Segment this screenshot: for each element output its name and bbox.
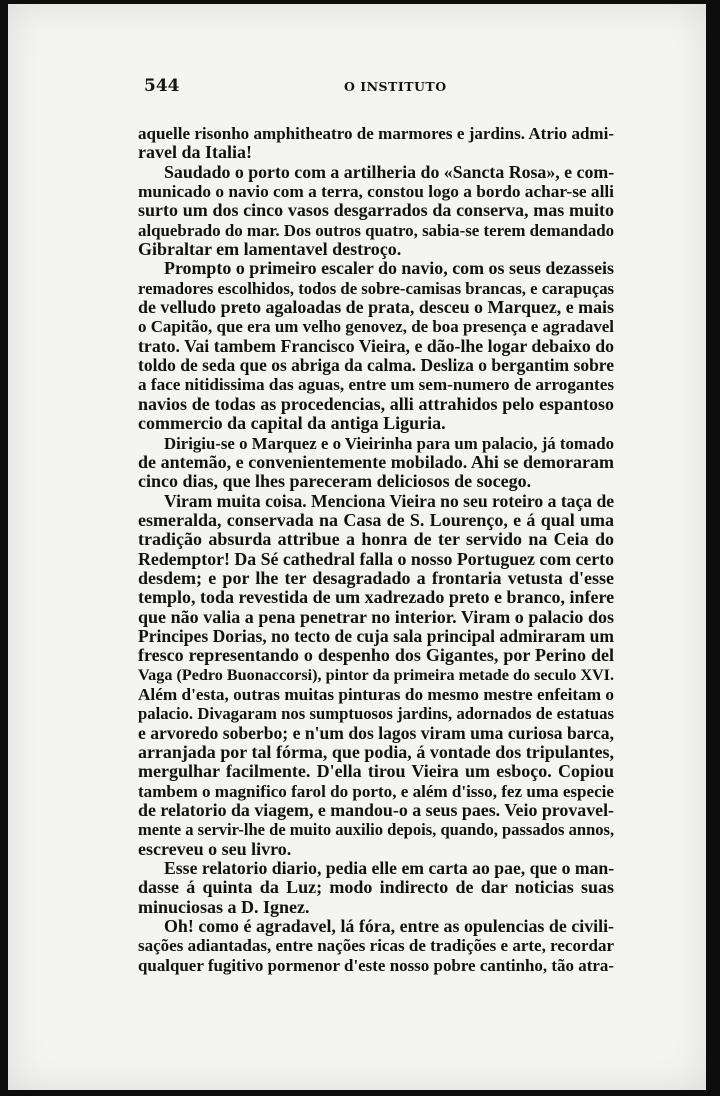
text-line: Esse relatorio diario, pedia elle em carta ao pae, que o man-: [164, 858, 615, 879]
page-header: [144, 76, 624, 102]
text-line: tradição absurda attribue a honra de ter servido na Ceia do: [138, 529, 614, 550]
text-line: sações adiantadas, entre nações ricas de tradições e arte, recordar: [138, 936, 614, 956]
text-line: de velludo preto agaloadas de prata, desceu o Marquez, e mais: [138, 297, 614, 318]
text-line: que não valia a pena penetrar no interior. Viram o palacio dos: [138, 606, 614, 627]
text-line: Oh! como é agradavel, lá fóra, entre as opulencias de civili-: [164, 916, 614, 937]
text-line: o Capitão, que era um velho genovez, de boa presença e agradavel: [138, 317, 614, 337]
text-line: Prompto o primeiro escaler do navio, com os seus dezasseis: [164, 258, 614, 279]
text-line: Vaga (Pedro Buonaccorsi), pintor da primeira metade do seculo XVI.: [138, 666, 614, 684]
text-line: arranjada por tal fórma, que podia, á vontade dos tripulantes,: [138, 742, 614, 762]
text-line: aquelle risonho amphitheatro de marmores e jardins. Atrio admi-: [138, 124, 614, 143]
text-line: escreveu o seu livro.: [138, 838, 292, 859]
text-line: a face nitidissima das aguas, entre um sem-numero de arrogantes: [138, 375, 614, 395]
text-line: Redemptor! Da Sé cathedral falla o nosso Portuguez com certo: [138, 548, 614, 569]
text-line: commercio da capital da antiga Liguria.: [138, 413, 446, 434]
text-line: ravel da Italia!: [138, 142, 252, 163]
text-line: trato. Vai tambem Francisco Vieira, e dão-lhe logar debaixo do: [138, 335, 614, 356]
text-line: de relatorio da viagem, e mandou-o a seus paes. Veio provavel-: [138, 800, 614, 821]
text-line: tambem o magnifico farol do porto, e além d'isso, fez uma especie: [138, 781, 614, 801]
text-line: Além d'esta, outras muitas pinturas do mesmo mestre enfeitam o: [138, 684, 614, 704]
text-line: Saudado o porto com a artilheria do «Sancta Rosa», e com-: [164, 161, 615, 182]
text-line: qualquer fugitivo pormenor d'este nosso pobre cantinho, tão atra-: [138, 955, 614, 975]
text-line: Dirigiu-se o Marquez e o Vieirinha para um palacio, já tomado: [164, 433, 614, 453]
text-line: cinco dias, que lhes pareceram deliciosos de socego.: [138, 471, 532, 492]
text-line: alquebrado do mar. Dos outros quatro, sabia-se terem demandado: [138, 220, 615, 240]
text-line: Viram muita coisa. Menciona Vieira no seu roteiro a taça de: [164, 490, 615, 511]
text-line: dasse á quinta da Luz; modo indirecto de dar noticias suas: [138, 877, 614, 898]
text-line: navios de todas as procedencias, alli attrahidos pelo espantoso: [138, 393, 614, 414]
text-line: mente a servir-lhe de muito auxilio depois, quando, passados annos,: [138, 820, 615, 840]
text-line: Principes Dorias, no tecto de cuja sala principal admiraram um: [138, 625, 614, 646]
text-line: Gibraltar em lamentavel destroço.: [138, 239, 402, 260]
text-line: remadores escolhidos, todos de sobre-camisas brancas, e carapuças: [138, 278, 615, 298]
text-line: toldo de seda que os abriga da calma. Desliza o bergantim sobre: [138, 355, 614, 376]
body-text: [138, 124, 614, 975]
text-line: e arvoredo soberbo; e n'um dos lagos viram uma curiosa barca,: [138, 722, 614, 743]
text-line: fresco representando o despenho dos Gigantes, por Perino del: [138, 645, 614, 666]
text-line: palacio. Divagaram nos sumptuosos jardins, adornados de estatuas: [138, 704, 614, 724]
text-line: de antemão, e convenientemente mobilado. Ahi se demoraram: [138, 451, 614, 472]
text-line: templo, toda revestida de um xadrezado preto e branco, infere: [138, 587, 615, 608]
page-number: 544: [144, 76, 180, 96]
running-title: O INSTITUTO: [344, 79, 447, 94]
text-line: desdem; e por lhe ter desagradado a frontaria vetusta d'esse: [138, 567, 614, 588]
text-line: mergulhar facilmente. D'ella tirou Vieira um esboço. Copiou: [138, 761, 614, 782]
text-line: surto um dos cinco vasos desgarrados da conserva, mas muito: [138, 200, 614, 221]
text-line: esmeralda, conservada na Casa de S. Lourenço, e á qual uma: [138, 509, 614, 530]
text-line: minuciosas a D. Ignez.: [138, 896, 310, 917]
text-line: municado o navio com a terra, constou logo a bordo achar-se alli: [138, 182, 614, 202]
